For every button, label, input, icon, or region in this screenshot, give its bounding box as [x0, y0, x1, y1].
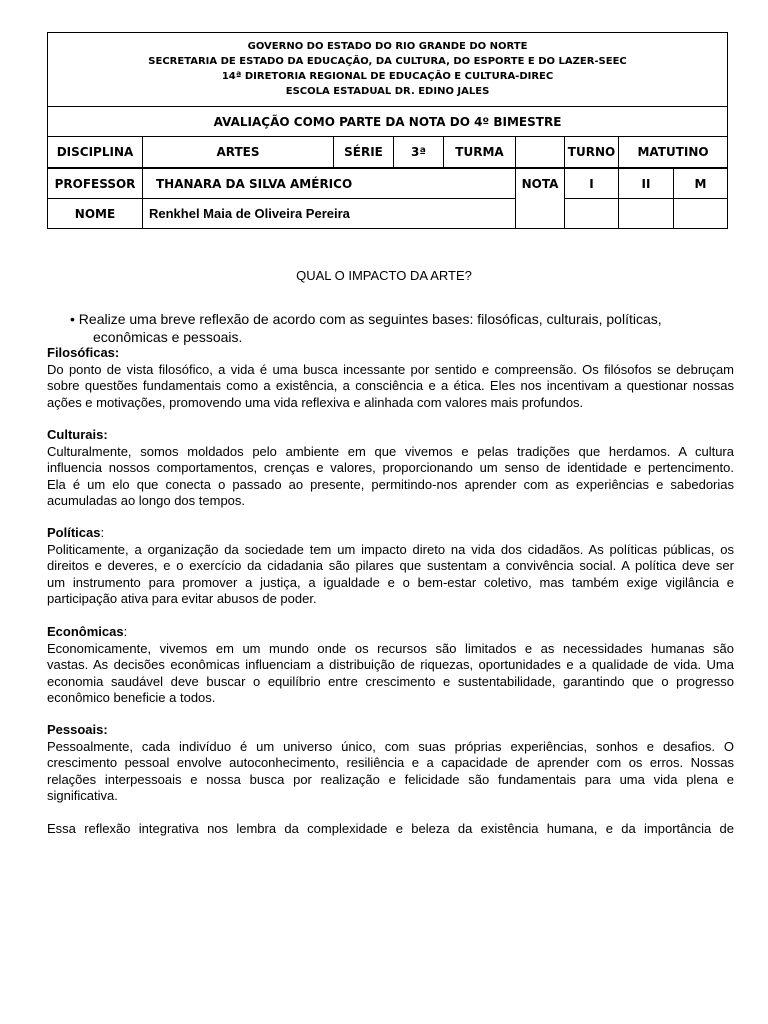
- section-heading-row: [47, 624, 734, 641]
- nota-col-3: M: [674, 169, 728, 199]
- section-line: participação ativa para evitar abusos de poder.: [47, 591, 317, 606]
- section-line: Culturalmente, somos moldados pelo ambiente em que vivemos e pelas tradições que herdamos. A cultura: [47, 443, 734, 459]
- section-line: Economicamente, vivemos em um mundo onde os recursos são limitados e as necessidades humanas são: [47, 640, 734, 656]
- disciplina-label: DISCIPLINA: [48, 137, 143, 168]
- section-economicas: [47, 624, 734, 707]
- section-line: economia saudável deve buscar o equilíbrio entre crescimento e sustentabilidade, garantindo que o progresso: [47, 673, 734, 689]
- turno-label: TURNO: [565, 137, 619, 168]
- turma-label: TURMA: [444, 137, 516, 168]
- nota-label: NOTA: [516, 169, 565, 229]
- section-line: significativa.: [47, 788, 118, 803]
- turno-value: MATUTINO: [619, 137, 728, 168]
- section-politicas: [47, 525, 734, 608]
- nota-col-1: I: [565, 169, 619, 199]
- section-line: sobre questões fundamentais como a existência, a consciência e a ética. Eles nos incentivam a questionar nossas: [47, 378, 734, 393]
- section-heading: Pessoais:: [47, 722, 108, 737]
- instruction-line-1: • Realize uma breve reflexão de acordo com as seguintes bases: filosóficas, culturais, políticas,: [70, 311, 662, 327]
- section-heading-colon: :: [123, 624, 128, 639]
- section-line: econômico beneficie a todos.: [47, 690, 216, 705]
- institution-line-1: GOVERNO DO ESTADO DO RIO GRANDE DO NORTE: [247, 41, 528, 52]
- section-heading: Filosóficas:: [47, 345, 120, 360]
- section-line: Politicamente, a organização da sociedade tem um impacto direto na vida dos cidadãos. As políticas públicas, os: [47, 541, 734, 557]
- professor-label: PROFESSOR: [48, 169, 143, 199]
- section-line: acumuladas ao longo dos tempos.: [47, 493, 246, 508]
- nota-value-1: [565, 199, 619, 229]
- header-table: [47, 32, 728, 229]
- instruction-bullet: [70, 310, 690, 346]
- section-heading: Culturais:: [47, 427, 108, 442]
- section-filosoficas: [47, 345, 734, 411]
- institution-line-4: ESCOLA ESTADUAL DR. EDINO JALES: [285, 86, 490, 97]
- section-culturais: [47, 427, 734, 510]
- section-line: Do ponto de vista filosófico, a vida é uma busca incessante por sentido e compreensão. Os filósofos se debruçam: [47, 361, 734, 377]
- evaluation-title: AVALIAÇÃO COMO PARTE DA NOTA DO 4º BIMESTRE: [48, 107, 728, 137]
- nome-label: NOME: [48, 199, 143, 229]
- section-line: Ela é um elo que conecta o passado ao presente, permitindo-nos aprender com as experiências e sabedorias: [47, 476, 734, 492]
- institution-line-2: SECRETARIA DE ESTADO DA EDUCAÇÃO, DA CULTURA, DO ESPORTE E DO LAZER-SEEC: [148, 56, 627, 67]
- nota-value-2: [619, 199, 674, 229]
- section-line: influencia nossos comportamentos, crenças e valores, proporcionando um senso de identidade e pertencimento.: [47, 460, 734, 475]
- section-line: vastas. As decisões econômicas influenciam a distribuição de riquezas, oportunidades e a qualidade de vida. Uma: [47, 657, 734, 672]
- section-heading: Políticas: [47, 525, 101, 540]
- section-line: Pessoalmente, cada indivíduo é um universo único, com suas próprias experiências, sonhos e desafios. O: [47, 738, 734, 754]
- nota-value-3: [674, 199, 728, 229]
- nome-value: Renkhel Maia de Oliveira Pereira: [143, 199, 516, 229]
- serie-value: 3ª: [394, 137, 444, 168]
- section-heading-row: [47, 525, 734, 542]
- section-line: ações e motivações, promovendo uma vida reflexiva e alinhada com valores mais profundos.: [47, 394, 584, 410]
- closing-line: Essa reflexão integrativa nos lembra da complexidade e beleza da existência humana, e da importância de: [47, 821, 734, 836]
- question-title: QUAL O IMPACTO DA ARTE?: [296, 268, 472, 283]
- institution-block: [48, 33, 728, 107]
- disciplina-value: ARTES: [143, 137, 334, 168]
- closing-paragraph: [47, 821, 734, 838]
- section-heading-colon: :: [100, 525, 105, 540]
- section-line: direitos e deveres, e o exercício da cidadania são pilares que sustentam a convivência social. A política deve ser: [47, 558, 734, 573]
- institution-line-3: 14ª DIRETORIA REGIONAL DE EDUCAÇÃO E CULTURA-DIREC: [221, 71, 554, 82]
- serie-label: SÉRIE: [334, 137, 394, 168]
- section-heading: Econômicas: [47, 624, 124, 639]
- professor-value: THANARA DA SILVA AMÉRICO: [143, 169, 516, 199]
- section-line: crescimento pessoal envolve autoconhecimento, resiliência e a capacidade de aprender com os erros. Nossas: [47, 755, 734, 770]
- instruction-line-2: econômicas e pessoais.: [93, 329, 243, 345]
- turma-value: [516, 137, 565, 168]
- section-line: um instrumento para promover a justiça, a igualdade e o bem-estar coletivo, mas também exige vigilância e: [47, 574, 734, 590]
- section-pessoais: [47, 722, 734, 805]
- nota-col-2: II: [619, 169, 674, 199]
- section-line: relações interpessoais e nossa busca por realização e felicidade são fundamentais para uma vida plena e: [47, 771, 734, 787]
